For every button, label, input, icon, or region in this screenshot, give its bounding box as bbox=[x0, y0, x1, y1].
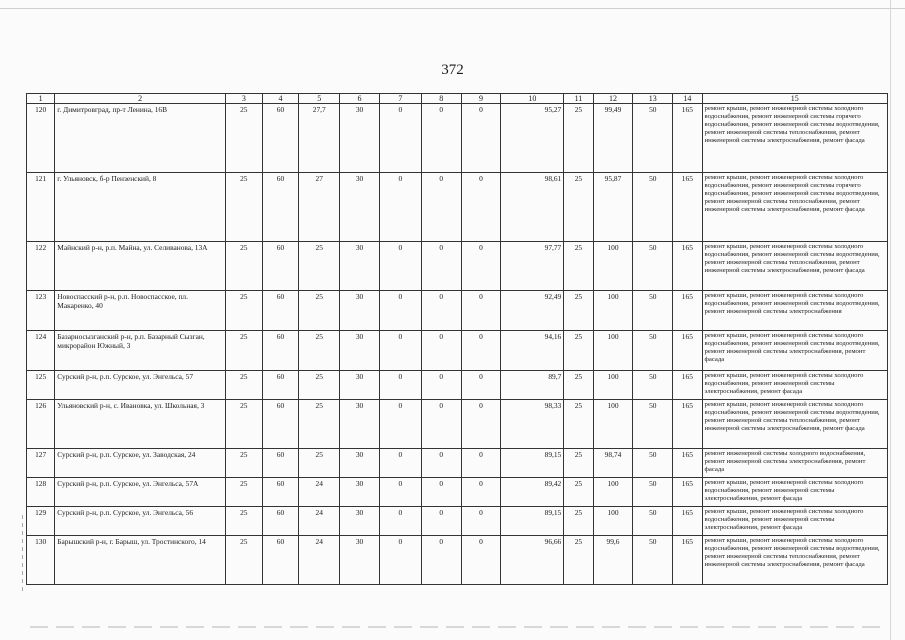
works-cell: ремонт крыши, ремонт инженерной системы холодного водоснабжения, ремонт инженерной системы электроснабжения, ремонт фасада bbox=[702, 371, 887, 400]
value-cell: 0 bbox=[379, 536, 421, 585]
value-cell: 0 bbox=[379, 331, 421, 371]
value-cell: 30 bbox=[340, 173, 380, 242]
value-cell: 25 bbox=[564, 173, 593, 242]
value-cell: 100 bbox=[593, 400, 633, 449]
row-number: 124 bbox=[27, 331, 55, 371]
value-cell: 30 bbox=[340, 371, 380, 400]
address-cell: Сурский р-н, р.п. Сурское, ул. Энгельса, 57А bbox=[55, 478, 226, 507]
value-cell: 0 bbox=[379, 291, 421, 331]
table-row bbox=[27, 291, 888, 331]
value-cell: 165 bbox=[673, 331, 702, 371]
value-cell: 0 bbox=[379, 242, 421, 291]
value-cell: 0 bbox=[461, 371, 501, 400]
value-cell: 50 bbox=[633, 449, 673, 478]
value-cell: 30 bbox=[340, 449, 380, 478]
value-cell: 25 bbox=[299, 291, 340, 331]
value-cell: 25 bbox=[564, 400, 593, 449]
address-cell: г. Димитровград, пр-т Ленина, 16В bbox=[55, 104, 226, 173]
table-row bbox=[27, 371, 888, 400]
value-cell: 89,15 bbox=[501, 449, 564, 478]
row-number: 123 bbox=[27, 291, 55, 331]
value-cell: 165 bbox=[673, 507, 702, 536]
value-cell: 98,74 bbox=[593, 449, 633, 478]
row-number: 121 bbox=[27, 173, 55, 242]
value-cell: 0 bbox=[421, 242, 461, 291]
value-cell: 50 bbox=[633, 173, 673, 242]
works-cell: ремонт крыши, ремонт инженерной системы холодного водоснабжения, ремонт инженерной системы водоотведения, ремонт инженерной системы теплоснабжения, ремонт инженерной системы электроснабжения, ремонт фасада bbox=[702, 536, 887, 585]
value-cell: 60 bbox=[262, 478, 299, 507]
row-number: 122 bbox=[27, 242, 55, 291]
value-cell: 0 bbox=[461, 507, 501, 536]
value-cell: 0 bbox=[421, 371, 461, 400]
value-cell: 25 bbox=[564, 536, 593, 585]
value-cell: 60 bbox=[262, 291, 299, 331]
value-cell: 25 bbox=[225, 291, 262, 331]
value-cell: 89,15 bbox=[501, 507, 564, 536]
value-cell: 0 bbox=[421, 291, 461, 331]
value-cell: 0 bbox=[461, 536, 501, 585]
value-cell: 0 bbox=[421, 173, 461, 242]
value-cell: 0 bbox=[421, 536, 461, 585]
value-cell: 0 bbox=[461, 478, 501, 507]
value-cell: 0 bbox=[461, 173, 501, 242]
table-row bbox=[27, 242, 888, 291]
value-cell: 89,42 bbox=[501, 478, 564, 507]
column-header: 15 bbox=[702, 94, 887, 104]
address-cell: Ульяновский р-н, с. Ивановка, ул. Школьная, 3 bbox=[55, 400, 226, 449]
address-cell: Сурский р-н, р.п. Сурское, ул. Энгельса, 57 bbox=[55, 371, 226, 400]
value-cell: 50 bbox=[633, 104, 673, 173]
value-cell: 0 bbox=[421, 478, 461, 507]
value-cell: 100 bbox=[593, 242, 633, 291]
value-cell: 0 bbox=[379, 449, 421, 478]
value-cell: 0 bbox=[421, 104, 461, 173]
works-cell: ремонт крыши, ремонт инженерной системы холодного водоснабжения, ремонт инженерной системы электроснабжения, ремонт фасада bbox=[702, 478, 887, 507]
value-cell: 30 bbox=[340, 507, 380, 536]
table-row bbox=[27, 400, 888, 449]
works-cell: ремонт крыши, ремонт инженерной системы холодного водоснабжения, ремонт инженерной системы горячего водоснабжения, ремонт инженерной системы водоотведения, ремонт инженерной системы теплоснабжения, ремонт инженерной системы электроснабжения, ремонт фасада bbox=[702, 173, 887, 242]
value-cell: 60 bbox=[262, 507, 299, 536]
value-cell: 100 bbox=[593, 291, 633, 331]
address-cell: Майнский р-н, р.п. Майна, ул. Селиванова, 13А bbox=[55, 242, 226, 291]
value-cell: 30 bbox=[340, 536, 380, 585]
value-cell: 0 bbox=[379, 371, 421, 400]
value-cell: 97,77 bbox=[501, 242, 564, 291]
column-header: 12 bbox=[593, 94, 633, 104]
value-cell: 0 bbox=[461, 449, 501, 478]
row-number: 130 bbox=[27, 536, 55, 585]
value-cell: 50 bbox=[633, 371, 673, 400]
column-header: 3 bbox=[225, 94, 262, 104]
address-cell: г. Ульяновск, б-р Пензенский, 8 bbox=[55, 173, 226, 242]
value-cell: 165 bbox=[673, 536, 702, 585]
value-cell: 96,66 bbox=[501, 536, 564, 585]
column-header: 8 bbox=[421, 94, 461, 104]
value-cell: 0 bbox=[421, 449, 461, 478]
address-cell: Новоспасский р-н, р.п. Новоспасское, пл. Макаренко, 40 bbox=[55, 291, 226, 331]
data-table bbox=[26, 93, 888, 585]
value-cell: 94,16 bbox=[501, 331, 564, 371]
value-cell: 165 bbox=[673, 104, 702, 173]
value-cell: 25 bbox=[225, 507, 262, 536]
value-cell: 95,27 bbox=[501, 104, 564, 173]
address-cell: Сурский р-н, р.п. Сурское, ул. Заводская, 24 bbox=[55, 449, 226, 478]
works-cell: ремонт инженерной системы холодного водоснабжения, ремонт инженерной системы электроснабжения, ремонт фасада bbox=[702, 449, 887, 478]
value-cell: 50 bbox=[633, 478, 673, 507]
value-cell: 0 bbox=[379, 400, 421, 449]
value-cell: 25 bbox=[225, 449, 262, 478]
column-header: 5 bbox=[299, 94, 340, 104]
value-cell: 50 bbox=[633, 507, 673, 536]
value-cell: 25 bbox=[299, 400, 340, 449]
value-cell: 25 bbox=[225, 104, 262, 173]
value-cell: 25 bbox=[299, 371, 340, 400]
value-cell: 25 bbox=[225, 371, 262, 400]
value-cell: 0 bbox=[461, 242, 501, 291]
row-number: 127 bbox=[27, 449, 55, 478]
value-cell: 100 bbox=[593, 371, 633, 400]
value-cell: 60 bbox=[262, 104, 299, 173]
value-cell: 25 bbox=[564, 242, 593, 291]
value-cell: 25 bbox=[225, 478, 262, 507]
value-cell: 0 bbox=[461, 400, 501, 449]
page-edge bbox=[0, 8, 905, 9]
value-cell: 99,6 bbox=[593, 536, 633, 585]
value-cell: 99,49 bbox=[593, 104, 633, 173]
scan-artifact bbox=[30, 626, 880, 628]
value-cell: 100 bbox=[593, 507, 633, 536]
address-cell: Базарносызганский р-н, р.п. Базарный Сызган, микрорайон Южный, 3 bbox=[55, 331, 226, 371]
table-row bbox=[27, 331, 888, 371]
page-edge bbox=[890, 0, 891, 640]
value-cell: 0 bbox=[461, 291, 501, 331]
column-header: 4 bbox=[262, 94, 299, 104]
value-cell: 30 bbox=[340, 478, 380, 507]
value-cell: 25 bbox=[564, 331, 593, 371]
column-header: 6 bbox=[340, 94, 380, 104]
column-header: 7 bbox=[379, 94, 421, 104]
works-cell: ремонт крыши, ремонт инженерной системы холодного водоснабжения, ремонт инженерной системы водоотведения, ремонт инженерной системы теплоснабжения, ремонт инженерной системы электроснабжения, ремонт фасада bbox=[702, 400, 887, 449]
value-cell: 0 bbox=[421, 331, 461, 371]
address-cell: Сурский р-н, р.п. Сурское, ул. Энгельса, 56 bbox=[55, 507, 226, 536]
value-cell: 165 bbox=[673, 242, 702, 291]
value-cell: 92,49 bbox=[501, 291, 564, 331]
value-cell: 0 bbox=[421, 507, 461, 536]
value-cell: 60 bbox=[262, 536, 299, 585]
value-cell: 60 bbox=[262, 173, 299, 242]
value-cell: 30 bbox=[340, 400, 380, 449]
value-cell: 60 bbox=[262, 371, 299, 400]
value-cell: 25 bbox=[299, 449, 340, 478]
value-cell: 24 bbox=[299, 536, 340, 585]
value-cell: 24 bbox=[299, 478, 340, 507]
table-header-row bbox=[27, 94, 888, 104]
works-cell: ремонт крыши, ремонт инженерной системы холодного водоснабжения, ремонт инженерной системы электроснабжения, ремонт фасада bbox=[702, 507, 887, 536]
column-header: 14 bbox=[673, 94, 702, 104]
value-cell: 165 bbox=[673, 291, 702, 331]
column-header: 11 bbox=[564, 94, 593, 104]
table-body bbox=[27, 104, 888, 585]
table-row bbox=[27, 449, 888, 478]
value-cell: 95,87 bbox=[593, 173, 633, 242]
value-cell: 50 bbox=[633, 536, 673, 585]
value-cell: 100 bbox=[593, 478, 633, 507]
column-header: 9 bbox=[461, 94, 501, 104]
works-cell: ремонт крыши, ремонт инженерной системы холодного водоснабжения, ремонт инженерной системы водоотведения, ремонт инженерной системы теплоснабжения, ремонт инженерной системы электроснабжения, ремонт фасада bbox=[702, 242, 887, 291]
works-cell: ремонт крыши, ремонт инженерной системы холодного водоснабжения, ремонт инженерной системы водоотведения, ремонт инженерной системы электроснабжения bbox=[702, 291, 887, 331]
row-number: 128 bbox=[27, 478, 55, 507]
table-row bbox=[27, 478, 888, 507]
column-header: 2 bbox=[55, 94, 226, 104]
value-cell: 25 bbox=[564, 104, 593, 173]
value-cell: 27,7 bbox=[299, 104, 340, 173]
value-cell: 60 bbox=[262, 449, 299, 478]
row-number: 125 bbox=[27, 371, 55, 400]
value-cell: 30 bbox=[340, 331, 380, 371]
value-cell: 25 bbox=[564, 478, 593, 507]
value-cell: 30 bbox=[340, 242, 380, 291]
value-cell: 0 bbox=[379, 104, 421, 173]
value-cell: 24 bbox=[299, 507, 340, 536]
table-row bbox=[27, 536, 888, 585]
value-cell: 50 bbox=[633, 331, 673, 371]
value-cell: 27 bbox=[299, 173, 340, 242]
value-cell: 100 bbox=[593, 331, 633, 371]
works-cell: ремонт крыши, ремонт инженерной системы холодного водоснабжения, ремонт инженерной системы горячего водоснабжения, ремонт инженерной системы водоотведения, ремонт инженерной системы теплоснабжения, ремонт инженерной системы электроснабжения, ремонт фасада bbox=[702, 104, 887, 173]
value-cell: 25 bbox=[225, 242, 262, 291]
value-cell: 25 bbox=[225, 536, 262, 585]
row-number: 126 bbox=[27, 400, 55, 449]
value-cell: 165 bbox=[673, 449, 702, 478]
scan-artifact bbox=[22, 515, 23, 595]
value-cell: 0 bbox=[421, 400, 461, 449]
value-cell: 89,7 bbox=[501, 371, 564, 400]
column-header: 13 bbox=[633, 94, 673, 104]
address-cell: Барышский р-н, г. Барыш, ул. Тростинского, 14 bbox=[55, 536, 226, 585]
table-row bbox=[27, 173, 888, 242]
value-cell: 0 bbox=[379, 507, 421, 536]
value-cell: 50 bbox=[633, 242, 673, 291]
value-cell: 25 bbox=[564, 449, 593, 478]
value-cell: 25 bbox=[564, 371, 593, 400]
column-header: 10 bbox=[501, 94, 564, 104]
value-cell: 25 bbox=[225, 331, 262, 371]
value-cell: 30 bbox=[340, 291, 380, 331]
value-cell: 50 bbox=[633, 400, 673, 449]
value-cell: 60 bbox=[262, 242, 299, 291]
table-row bbox=[27, 507, 888, 536]
value-cell: 165 bbox=[673, 173, 702, 242]
value-cell: 25 bbox=[564, 507, 593, 536]
value-cell: 0 bbox=[461, 331, 501, 371]
value-cell: 60 bbox=[262, 331, 299, 371]
page-number: 372 bbox=[441, 62, 464, 78]
value-cell: 165 bbox=[673, 371, 702, 400]
value-cell: 0 bbox=[379, 173, 421, 242]
value-cell: 60 bbox=[262, 400, 299, 449]
value-cell: 25 bbox=[225, 173, 262, 242]
value-cell: 165 bbox=[673, 400, 702, 449]
value-cell: 25 bbox=[299, 331, 340, 371]
row-number: 120 bbox=[27, 104, 55, 173]
value-cell: 165 bbox=[673, 478, 702, 507]
value-cell: 0 bbox=[379, 478, 421, 507]
table-row bbox=[27, 104, 888, 173]
value-cell: 30 bbox=[340, 104, 380, 173]
value-cell: 25 bbox=[225, 400, 262, 449]
value-cell: 98,33 bbox=[501, 400, 564, 449]
value-cell: 25 bbox=[299, 242, 340, 291]
row-number: 129 bbox=[27, 507, 55, 536]
value-cell: 25 bbox=[564, 291, 593, 331]
works-cell: ремонт крыши, ремонт инженерной системы холодного водоснабжения, ремонт инженерной системы водоотведения, ремонт инженерной системы электроснабжения, ремонт фасада bbox=[702, 331, 887, 371]
value-cell: 50 bbox=[633, 291, 673, 331]
value-cell: 0 bbox=[461, 104, 501, 173]
value-cell: 98,61 bbox=[501, 173, 564, 242]
column-header: 1 bbox=[27, 94, 55, 104]
